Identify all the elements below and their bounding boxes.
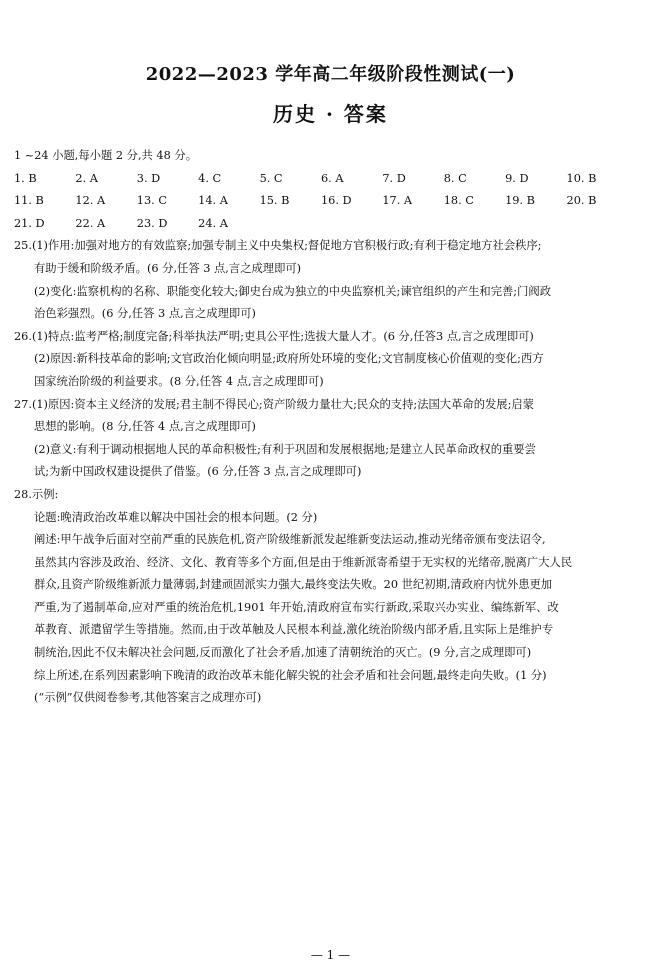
q27-part2-line2: 试;为新中国政权建设提供了借鉴。(6 分,任答 3 点,言之成理即可) <box>34 465 362 479</box>
q28-argument-line5: 革教育、派遣留学生等措施。然而,由于改革触及人民根本利益,激化统治阶级内部矛盾,且实际上是维护专 <box>34 623 554 637</box>
mc-answer: 4. C <box>198 171 222 185</box>
answer-body <box>14 150 654 715</box>
q27-part2-line1: (2)意义:有利于调动根据地人民的革命积极性;有利于巩固和发展根据地;是建立人民革命政权的重要尝 <box>34 442 536 456</box>
question-27 <box>14 399 654 489</box>
q28-argument-line2: 虽然其内容涉及政治、经济、文化、教育等多个方面,但是由于维新派寄希望于无实权的光绪帝,脱离广大人民 <box>34 555 573 569</box>
q25-part1-line1: 25.(1)作用:加强对地方的有效监察;加强专制主义中央集权;督促地方官积极行政;有利于稳定地方社会秩序; <box>14 239 542 253</box>
mc-answer: 14. A <box>198 194 228 208</box>
q25-part2-line2: 治色彩强烈。(6 分,任答 3 点,言之成理即可) <box>34 307 256 321</box>
q28-conclusion: 综上所述,在系列因素影响下晚清的政治改革未能化解尖锐的社会矛盾和社会问题,最终走向失败。(1 分) <box>34 668 547 682</box>
mc-answer: 10. B <box>566 171 597 185</box>
mc-answer: 11. B <box>14 194 44 208</box>
page-number: — 1 — <box>310 948 351 962</box>
q28-argument-line6: 制统治,因此不仅未解决社会问题,反而激化了社会矛盾,加速了清朝统治的灭亡。(9 分,言之成理即可) <box>34 646 532 660</box>
subject-title: 历史 · 答案 <box>273 102 388 126</box>
q28-note: (“示例”仅供阅卷参考,其他答案言之成理亦可) <box>34 691 262 705</box>
mc-answer: 23. D <box>136 216 168 230</box>
mc-answer: 16. D <box>320 194 352 208</box>
mc-answer: 24. A <box>198 216 228 230</box>
q28-thesis: 论题:晚清政治改革难以解决中国社会的根本问题。(2 分) <box>34 510 318 524</box>
question-26 <box>14 331 654 399</box>
mc-answer: 6. A <box>320 171 344 185</box>
mc-answer: 22. A <box>75 216 106 230</box>
mc-answer: 18. C <box>443 194 474 208</box>
mc-answer: 21. D <box>14 216 45 230</box>
mc-answer: 5. C <box>259 171 283 185</box>
mc-row-3 <box>14 218 654 241</box>
exam-title: 2022—2023 学年高二年级阶段性测试(一) <box>145 64 516 85</box>
q28-label: 28.示例: <box>14 487 59 501</box>
mc-answer: 15. B <box>259 194 290 208</box>
question-25 <box>14 240 654 330</box>
q28-argument-line1: 阐述:甲午战争后面对空前严重的民族危机,资产阶级维新派发起维新变法运动,推动光绪帝颁布变法诏令, <box>34 533 546 547</box>
q28-argument-line4: 严重,为了遏制革命,应对严重的统治危机,1901 年开始,清政府宣布实行新政,采取兴办实业、编练新军、改 <box>34 600 559 614</box>
q26-part2-line1: (2)原因:新科技革命的影响;文官政治化倾向明显;政府所处环境的变化;文官制度核心价值观的变化;西方 <box>34 352 544 366</box>
mc-answer: 19. B <box>505 194 535 208</box>
q27-part1-line2: 思想的影响。(8 分,任答 4 点,言之成理即可) <box>34 420 256 434</box>
q28-argument-line3: 群众,且资产阶级维新派力量薄弱,封建顽固派实力强大,最终变法失败。20 世纪初期,清政府内忧外患更加 <box>34 578 553 592</box>
mc-answer: 9. D <box>505 171 529 185</box>
q25-part1-line2: 有助于缓和阶级矛盾。(6 分,任答 3 点,言之成理即可) <box>34 261 302 275</box>
mc-answer: 8. C <box>443 171 467 185</box>
q26-part1-line1: 26.(1)特点:监考严格;制度完备;科举执法严明;吏具公平性;选拔大量人才。(6 分,任答3 点,言之成理即可) <box>14 329 534 343</box>
q27-part1-line1: 27.(1)原因:资本主义经济的发展;君主制不得民心;资产阶级力量壮大;民众的支持;法国大革命的发展;启蒙 <box>14 397 534 411</box>
q25-part2-line1: (2)变化:监察机构的名称、职能变化较大;御史台成为独立的中央监察机关;谏官组织的产生和完善;门阀政 <box>34 284 551 298</box>
mc-answer: 3. D <box>136 171 161 185</box>
mc-answer: 1. B <box>14 171 37 185</box>
mc-answer: 7. D <box>382 171 406 185</box>
mc-intro: 1 ~24 小题,每小题 2 分,共 48 分。 <box>14 149 197 162</box>
mc-row-2 <box>14 195 654 218</box>
question-28 <box>14 489 654 715</box>
mc-answer: 2. A <box>75 171 98 185</box>
mc-answer: 12. A <box>75 194 106 208</box>
mc-answer: 17. A <box>382 194 413 208</box>
mc-row-1 <box>14 173 654 196</box>
q26-part2-line2: 国家统治阶级的利益要求。(8 分,任答 4 点,言之成理即可) <box>34 374 324 388</box>
mc-answer: 20. B <box>566 194 597 208</box>
mc-answer: 13. C <box>136 194 167 208</box>
